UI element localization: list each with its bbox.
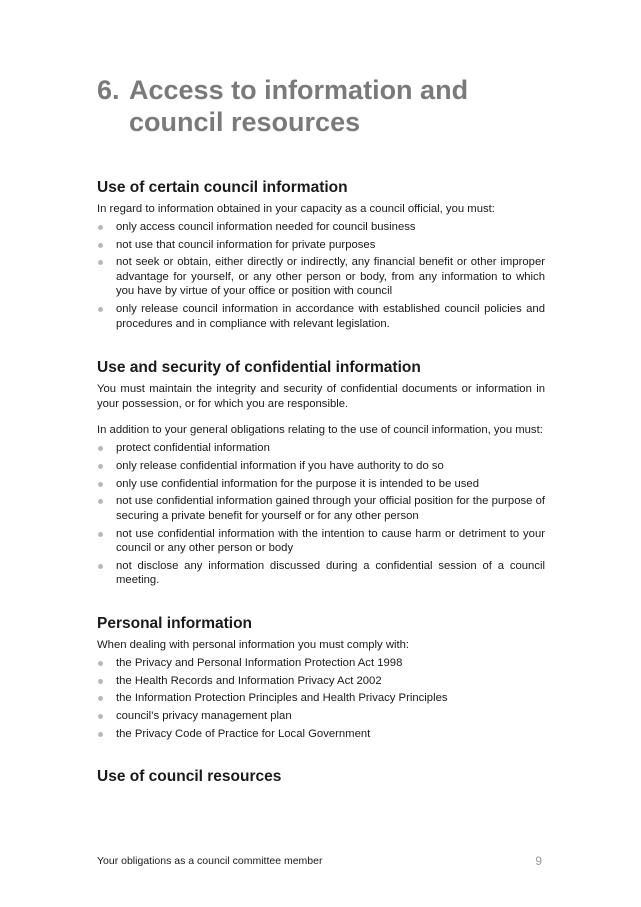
section-paragraph: In addition to your general obligations relating to the use of council information, you must: [97,424,543,437]
chapter-title-text: Access to information and council resources [129,75,469,137]
bullet-icon [98,732,103,737]
section-heading: Use of certain council information [97,179,348,196]
page-number: 9 [535,854,542,868]
chapter-number: 6. [97,75,120,105]
bullet-icon [98,260,103,265]
bullet-icon [98,225,103,230]
section-intro: In regard to information obtained in your capacity as a council official, you must: [97,203,495,215]
document-page [97,74,545,787]
list-item: council’s privacy management plan [97,709,545,724]
list-item: only use confidential information for the purpose it is intended to be used [97,477,545,492]
section-heading: Use and security of confidential information [97,359,421,377]
list-item: the Privacy and Personal Information Protection Act 1998 [97,656,545,671]
bullet-icon [98,307,103,312]
list-item: the Health Records and Information Privacy Act 2002 [97,674,545,689]
bullet-icon [98,482,103,487]
bullet-icon [98,564,103,569]
list-item: protect confidential information [97,441,545,456]
section-intro: When dealing with personal information you must comply with: [97,638,410,651]
section-heading: Use of council resources [97,768,282,786]
list-item: the Information Protection Principles and Health Privacy Principles [97,691,545,706]
section-heading: Personal information [97,614,253,632]
list-item: the Privacy Code of Practice for Local Government [97,727,545,742]
bullet-icon [98,696,103,701]
bullet-icon [98,714,103,719]
list-item: not seek or obtain, either directly or indirectly, any financial benefit or other improper advantage for yourself, or any other person or body, from any information to which you have by virtue of your office or position with council [97,255,545,299]
section-council-resources [97,767,545,787]
list-item: not use confidential information gained through your official position for the purpose of securing a private benefit for yourself or for any other person [97,494,545,523]
list-item: only release council information in accordance with established council policies and procedures and in compliance with relevant legislation. [97,302,545,331]
list-item: not disclose any information discussed during a confidential session of a council meeting. [97,559,545,588]
bullet-list [97,441,545,588]
bullet-list [97,220,545,331]
page-footer [97,855,545,867]
list-item: only release confidential information if you have authority to do so [97,459,545,474]
bullet-list [97,656,545,742]
bullet-icon [98,532,103,537]
footer-text: Your obligations as a council committee member [97,855,323,867]
bullet-icon [98,679,103,684]
bullet-icon [98,446,103,451]
bullet-icon [98,661,103,666]
section-use-of-council-information [97,178,545,331]
section-paragraph: You must maintain the integrity and security of confidential documents or information in your possession, or for which you are responsible. [97,383,545,410]
chapter-title [97,74,545,138]
list-item: not use that council information for private purposes [97,238,545,253]
bullet-icon [98,464,103,469]
section-personal-information [97,614,545,741]
bullet-icon [98,499,103,504]
section-confidential-information [97,358,545,588]
bullet-icon [98,243,103,248]
list-item: not use confidential information with the intention to cause harm or detriment to your council or any other person or body [97,527,545,556]
list-item: only access council information needed for council business [97,220,545,235]
